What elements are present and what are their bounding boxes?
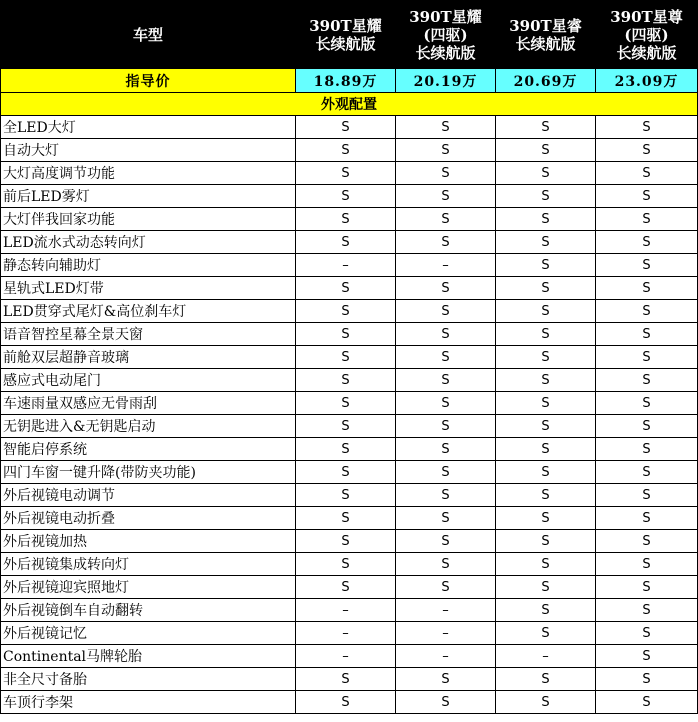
- availability-cell: S: [396, 438, 496, 461]
- availability-cell: S: [496, 254, 596, 277]
- feature-name: 外后视镜加热: [1, 530, 296, 553]
- availability-cell: S: [596, 254, 698, 277]
- availability-cell: S: [496, 438, 596, 461]
- availability-cell: S: [596, 139, 698, 162]
- availability-cell: S: [596, 668, 698, 691]
- availability-cell: S: [396, 507, 496, 530]
- availability-cell: S: [596, 392, 698, 415]
- availability-cell: S: [496, 323, 596, 346]
- availability-cell: S: [596, 622, 698, 645]
- availability-cell: S: [596, 116, 698, 139]
- feature-name: 星轨式LED灯带: [1, 277, 296, 300]
- table-row: [1, 185, 698, 208]
- feature-name: 外后视镜倒车自动翻转: [1, 599, 296, 622]
- availability-cell: S: [396, 484, 496, 507]
- availability-cell: S: [396, 277, 496, 300]
- availability-cell: S: [296, 185, 396, 208]
- availability-cell: S: [496, 346, 596, 369]
- availability-cell: S: [596, 208, 698, 231]
- availability-cell: –: [396, 599, 496, 622]
- availability-cell: S: [396, 530, 496, 553]
- availability-cell: –: [396, 622, 496, 645]
- availability-cell: S: [596, 277, 698, 300]
- feature-name: 外后视镜记忆: [1, 622, 296, 645]
- availability-cell: S: [296, 139, 396, 162]
- availability-cell: S: [496, 300, 596, 323]
- availability-cell: S: [496, 231, 596, 254]
- availability-cell: S: [596, 553, 698, 576]
- availability-cell: S: [296, 346, 396, 369]
- table-row: [1, 438, 698, 461]
- availability-cell: S: [496, 208, 596, 231]
- availability-cell: S: [496, 484, 596, 507]
- availability-cell: S: [296, 116, 396, 139]
- price-value: 23.09万: [596, 69, 698, 93]
- table-row: [1, 507, 698, 530]
- variant-line: 长续航版: [315, 35, 376, 53]
- feature-name: 外后视镜电动折叠: [1, 507, 296, 530]
- availability-cell: S: [496, 392, 596, 415]
- feature-name: 自动大灯: [1, 139, 296, 162]
- availability-cell: S: [596, 576, 698, 599]
- availability-cell: –: [296, 599, 396, 622]
- availability-cell: S: [396, 369, 496, 392]
- availability-cell: S: [296, 530, 396, 553]
- availability-cell: S: [396, 461, 496, 484]
- feature-name: 车顶行李架: [1, 691, 296, 714]
- feature-name: 车速雨量双感应无骨雨刮: [1, 392, 296, 415]
- availability-cell: S: [296, 392, 396, 415]
- availability-cell: S: [596, 300, 698, 323]
- variant-line: 长续航版: [515, 35, 576, 53]
- variant-line: (四驱): [624, 26, 669, 44]
- feature-name: 无钥匙进入&无钥匙启动: [1, 415, 296, 438]
- price-label: 指导价: [1, 69, 296, 93]
- availability-cell: S: [496, 185, 596, 208]
- table-row: [1, 484, 698, 507]
- availability-cell: S: [596, 185, 698, 208]
- table-row: [1, 530, 698, 553]
- variant-line: 390T星睿: [509, 17, 582, 35]
- availability-cell: S: [496, 369, 596, 392]
- variant-line: (四驱): [423, 26, 468, 44]
- availability-cell: S: [596, 323, 698, 346]
- availability-cell: –: [496, 645, 596, 668]
- availability-cell: S: [296, 691, 396, 714]
- availability-cell: S: [596, 691, 698, 714]
- table-row: [1, 208, 698, 231]
- availability-cell: S: [496, 139, 596, 162]
- variant-line: 390T星耀: [409, 8, 482, 26]
- table-row: [1, 369, 698, 392]
- feature-name: 前舱双层超静音玻璃: [1, 346, 296, 369]
- section-title: 外观配置: [1, 93, 698, 116]
- section-row: [1, 93, 698, 116]
- table-row: [1, 461, 698, 484]
- model-header: 车型: [1, 1, 296, 69]
- availability-cell: S: [296, 208, 396, 231]
- table-row: [1, 576, 698, 599]
- availability-cell: S: [396, 231, 496, 254]
- price-value: 20.69万: [496, 69, 596, 93]
- availability-cell: S: [296, 300, 396, 323]
- feature-name: 前后LED雾灯: [1, 185, 296, 208]
- availability-cell: S: [296, 438, 396, 461]
- feature-name: 智能启停系统: [1, 438, 296, 461]
- availability-cell: S: [296, 461, 396, 484]
- header-row: [1, 1, 698, 69]
- availability-cell: S: [296, 576, 396, 599]
- availability-cell: –: [296, 254, 396, 277]
- feature-name: 外后视镜电动调节: [1, 484, 296, 507]
- availability-cell: S: [496, 576, 596, 599]
- variant-line: 390T星耀: [309, 17, 382, 35]
- feature-name: 静态转向辅助灯: [1, 254, 296, 277]
- table-row: [1, 231, 698, 254]
- variant-line: 390T星尊: [610, 8, 683, 26]
- feature-name: Continental马牌轮胎: [1, 645, 296, 668]
- availability-cell: S: [596, 461, 698, 484]
- table-row: [1, 346, 698, 369]
- availability-cell: S: [596, 599, 698, 622]
- variant-header: [296, 1, 396, 69]
- availability-cell: S: [396, 116, 496, 139]
- availability-cell: S: [496, 553, 596, 576]
- availability-cell: S: [296, 277, 396, 300]
- availability-cell: S: [296, 162, 396, 185]
- availability-cell: S: [596, 369, 698, 392]
- availability-cell: S: [296, 507, 396, 530]
- availability-cell: S: [496, 530, 596, 553]
- availability-cell: S: [596, 645, 698, 668]
- availability-cell: S: [396, 415, 496, 438]
- availability-cell: S: [396, 576, 496, 599]
- availability-cell: S: [496, 116, 596, 139]
- variant-line: 长续航版: [616, 44, 677, 62]
- availability-cell: S: [396, 668, 496, 691]
- availability-cell: S: [396, 185, 496, 208]
- availability-cell: S: [596, 346, 698, 369]
- availability-cell: S: [296, 369, 396, 392]
- availability-cell: S: [296, 553, 396, 576]
- availability-cell: S: [496, 461, 596, 484]
- availability-cell: S: [396, 346, 496, 369]
- feature-name: 外后视镜集成转向灯: [1, 553, 296, 576]
- availability-cell: S: [596, 530, 698, 553]
- availability-cell: –: [296, 645, 396, 668]
- availability-cell: S: [496, 691, 596, 714]
- availability-cell: S: [596, 507, 698, 530]
- feature-name: 全LED大灯: [1, 116, 296, 139]
- table-row: [1, 254, 698, 277]
- table-row: [1, 691, 698, 714]
- availability-cell: S: [396, 162, 496, 185]
- feature-name: 非全尺寸备胎: [1, 668, 296, 691]
- availability-cell: S: [496, 668, 596, 691]
- feature-name: 语音智控星幕全景天窗: [1, 323, 296, 346]
- variant-header: [496, 1, 596, 69]
- availability-cell: S: [596, 162, 698, 185]
- availability-cell: S: [396, 323, 496, 346]
- availability-cell: S: [296, 415, 396, 438]
- availability-cell: S: [296, 323, 396, 346]
- table-row: [1, 323, 698, 346]
- table-row: [1, 162, 698, 185]
- availability-cell: S: [396, 208, 496, 231]
- feature-name: 感应式电动尾门: [1, 369, 296, 392]
- availability-cell: –: [396, 254, 496, 277]
- availability-cell: S: [596, 415, 698, 438]
- availability-cell: S: [296, 231, 396, 254]
- table-row: [1, 300, 698, 323]
- feature-name: LED流水式动态转向灯: [1, 231, 296, 254]
- availability-cell: S: [296, 668, 396, 691]
- feature-name: 大灯伴我回家功能: [1, 208, 296, 231]
- availability-cell: S: [496, 599, 596, 622]
- variant-header: [396, 1, 496, 69]
- availability-cell: S: [596, 231, 698, 254]
- availability-cell: S: [496, 622, 596, 645]
- table-row: [1, 116, 698, 139]
- table-row: [1, 139, 698, 162]
- table-row: [1, 599, 698, 622]
- table-row: [1, 277, 698, 300]
- availability-cell: S: [496, 162, 596, 185]
- feature-name: 四门车窗一键升降(带防夹功能): [1, 461, 296, 484]
- table-row: [1, 668, 698, 691]
- availability-cell: S: [496, 277, 596, 300]
- availability-cell: S: [496, 415, 596, 438]
- availability-cell: S: [596, 484, 698, 507]
- variant-line: 长续航版: [415, 44, 476, 62]
- feature-name: 外后视镜迎宾照地灯: [1, 576, 296, 599]
- table-row: [1, 645, 698, 668]
- table-row: [1, 553, 698, 576]
- availability-cell: –: [396, 645, 496, 668]
- availability-cell: S: [296, 484, 396, 507]
- feature-name: LED贯穿式尾灯&高位刹车灯: [1, 300, 296, 323]
- table-row: [1, 415, 698, 438]
- availability-cell: S: [396, 691, 496, 714]
- availability-cell: S: [496, 507, 596, 530]
- availability-cell: –: [296, 622, 396, 645]
- availability-cell: S: [396, 553, 496, 576]
- price-row: [1, 69, 698, 93]
- availability-cell: S: [396, 392, 496, 415]
- availability-cell: S: [596, 438, 698, 461]
- variant-header: [596, 1, 698, 69]
- table-row: [1, 622, 698, 645]
- table-row: [1, 392, 698, 415]
- price-value: 20.19万: [396, 69, 496, 93]
- availability-cell: S: [396, 300, 496, 323]
- availability-cell: S: [396, 139, 496, 162]
- price-value: 18.89万: [296, 69, 396, 93]
- feature-name: 大灯高度调节功能: [1, 162, 296, 185]
